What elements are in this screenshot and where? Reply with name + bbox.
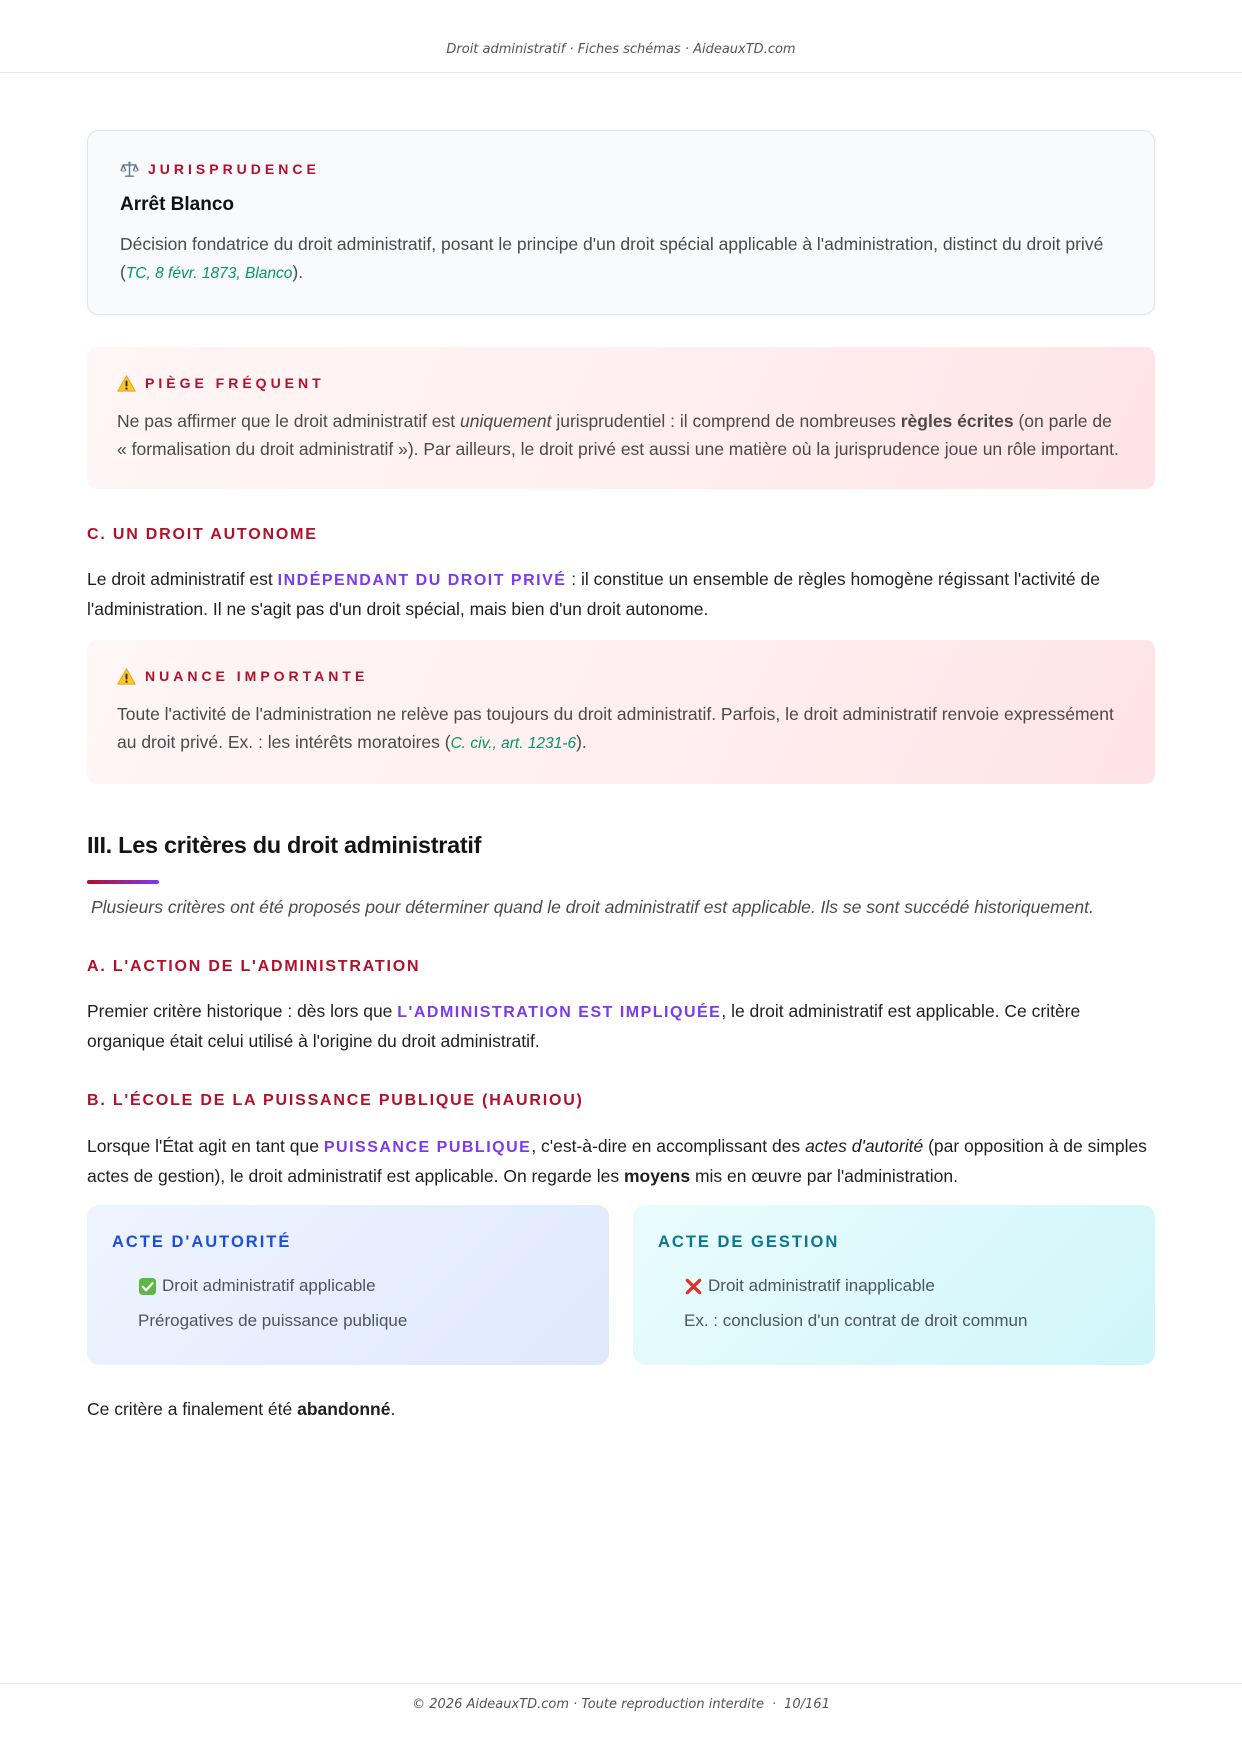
jurisprudence-label <box>120 159 1122 179</box>
section-c-text-1: Le droit administratif est <box>87 569 278 589</box>
warning-icon <box>117 374 136 393</box>
comparison-cards <box>87 1205 1155 1365</box>
conclusion-text-1: Ce critère a finalement été <box>87 1399 298 1419</box>
card-item-text: Prérogatives de puissance publique <box>138 1311 408 1330</box>
card-acte-gestion <box>633 1205 1155 1365</box>
section-b-text-4: mis en œuvre par l'administration. <box>690 1166 958 1186</box>
warning-icon <box>117 667 136 686</box>
important-nuance-label-text: NUANCE IMPORTANTE <box>145 668 369 684</box>
section-a-heading: A. L'ACTION DE L'ADMINISTRATION <box>87 958 421 975</box>
page-number: 10/161 <box>784 1697 830 1712</box>
section-c-paragraph <box>87 565 1155 623</box>
part-3-intro: Plusieurs critères ont été proposés pour déterminer quand le droit administratif est applicable. Ils se sont succédé historiquement. <box>91 897 1094 917</box>
important-nuance-label <box>117 666 1123 686</box>
section-c-highlight: INDÉPENDANT DU DROIT PRIVÉ <box>277 572 567 589</box>
heading-underline <box>87 880 159 884</box>
jurisprudence-text-before: Décision fondatrice du droit administratif, posant le principe d'un droit spécial applicable à l'administration, distinct du droit privé ( <box>120 234 1104 282</box>
part-3-heading: III. Les critères du droit administratif <box>87 832 482 858</box>
common-pitfall-emphasis: uniquement <box>460 411 552 431</box>
card-item <box>138 1308 584 1334</box>
common-pitfall-text <box>117 407 1123 463</box>
section-b-emphasis: actes d'autorité <box>805 1136 924 1156</box>
jurisprudence-text <box>120 230 1122 288</box>
important-nuance-box <box>87 640 1155 784</box>
footer-text: © 2026 AideauxTD.com · Toute reproduction interdite <box>412 1697 764 1712</box>
jurisprudence-text-after: ). <box>292 262 304 282</box>
jurisprudence-box <box>87 130 1155 315</box>
section-c-text-2: : il constitue un ensemble de règles homogène régissant l'activité de l'administration. Il ne s'agit pas d'un droit spécial, mais bien d'un droit autonome. <box>87 569 1100 619</box>
common-pitfall-text-3: (on parle de « formalisation du droit administratif »). Par ailleurs, le droit privé est aussi une matière où la jurisprudence joue un rôle important. <box>117 411 1119 459</box>
card-item-text: Ex. : conclusion d'un contrat de droit commun <box>684 1311 1028 1330</box>
important-nuance-citation: C. civ., art. 1231-6 <box>450 735 577 752</box>
jurisprudence-title: Arrêt Blanco <box>120 194 235 215</box>
section-b-text-1: Lorsque l'État agit en tant que <box>87 1136 324 1156</box>
scales-icon <box>120 160 139 179</box>
common-pitfall-text-1: Ne pas affirmer que le droit administratif est <box>117 411 461 431</box>
card-items <box>112 1273 584 1334</box>
important-nuance-text <box>117 700 1123 758</box>
important-nuance-text-after: ). <box>576 732 587 752</box>
check-icon-graphic <box>138 1277 157 1296</box>
section-b-strong: moyens <box>623 1166 691 1186</box>
common-pitfall-label-text: PIÈGE FRÉQUENT <box>145 375 325 391</box>
header-text: Droit administratif · Fiches schémas · AideauxTD.com <box>446 42 796 57</box>
section-a-paragraph <box>87 997 1155 1055</box>
card-item <box>138 1273 584 1299</box>
cross-icon-graphic <box>684 1277 703 1296</box>
common-pitfall-label <box>117 373 1123 393</box>
scales-icon-graphic <box>120 160 139 179</box>
card-items <box>658 1273 1130 1334</box>
section-b-heading: B. L'ÉCOLE DE LA PUISSANCE PUBLIQUE (HAURIOU) <box>87 1092 584 1109</box>
section-b-paragraph <box>87 1132 1155 1190</box>
important-nuance-text-before: Toute l'activité de l'administration ne relève pas toujours du droit administratif. Parfois, le droit administratif renvoie expressément au droit privé. Ex. : les intérêts moratoires ( <box>117 704 1114 752</box>
section-a-text-1: Premier critère historique : dès lors que <box>87 1001 398 1021</box>
section-a-highlight: L'ADMINISTRATION EST IMPLIQUÉE <box>397 1004 722 1021</box>
section-b-highlight: PUISSANCE PUBLIQUE <box>323 1139 532 1156</box>
main-content <box>87 130 1155 1423</box>
section-a-text-2: , le droit administratif est applicable. Ce critère organique était celui utilisé à l'origine du droit administratif. <box>87 1001 1081 1051</box>
section-b-text-2: , c'est-à-dire en accomplissant des <box>531 1136 806 1156</box>
footer-separator: · <box>771 1697 777 1712</box>
warning-icon-graphic <box>117 667 136 686</box>
common-pitfall-box <box>87 347 1155 489</box>
jurisprudence-citation: TC, 8 févr. 1873, Blanco <box>125 265 293 282</box>
jurisprudence-label-text: JURISPRUDENCE <box>148 161 320 177</box>
card-title: ACTE DE GESTION <box>658 1233 840 1251</box>
page-header <box>0 0 1242 73</box>
check-icon <box>138 1277 157 1296</box>
conclusion-paragraph <box>87 1395 1155 1423</box>
conclusion-strong: abandonné <box>297 1399 391 1419</box>
page-footer <box>0 1683 1242 1754</box>
card-item <box>684 1273 1130 1299</box>
card-item <box>684 1308 1130 1334</box>
section-b-text-3: (par opposition à de simples actes de gestion), le droit administratif est applicable. On regarde les <box>87 1136 1147 1186</box>
card-item-text: Droit administratif applicable <box>162 1276 376 1295</box>
common-pitfall-strong: règles écrites <box>900 411 1014 431</box>
section-c-heading: C. UN DROIT AUTONOME <box>87 526 318 543</box>
card-item-text: Droit administratif inapplicable <box>708 1276 935 1295</box>
card-acte-autorite <box>87 1205 609 1365</box>
warning-icon-graphic <box>117 374 136 393</box>
conclusion-text-2: . <box>390 1399 396 1419</box>
common-pitfall-text-2: jurisprudentiel : il comprend de nombreuses <box>551 411 901 431</box>
footer-line <box>0 1696 1242 1714</box>
cross-icon <box>684 1277 703 1296</box>
card-title: ACTE D'AUTORITÉ <box>112 1233 292 1251</box>
